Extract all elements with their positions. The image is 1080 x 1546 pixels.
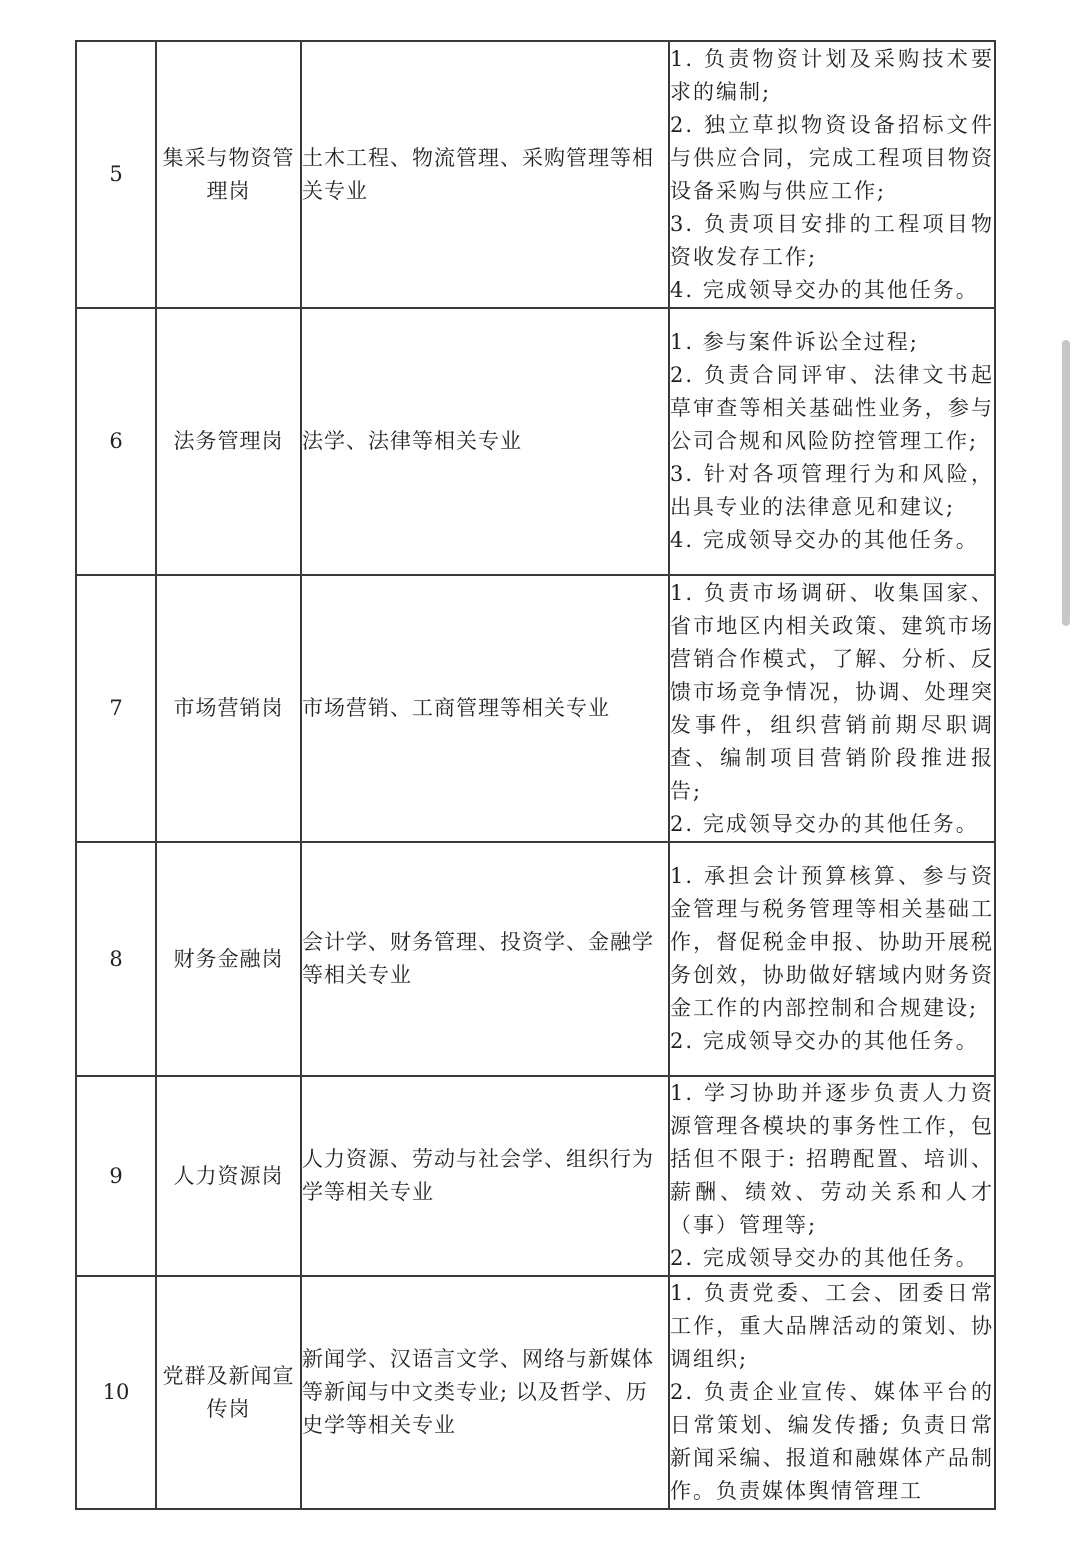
table-row — [76, 842, 995, 1076]
required-major: 市场营销、工商管理等相关专业 — [301, 575, 669, 842]
duty-item: 1. 参与案件诉讼全过程; — [670, 330, 919, 354]
job-positions-table — [75, 40, 996, 1510]
duty-item: 4. 完成领导交办的其他任务。 — [670, 277, 979, 302]
duty-item: 3. 针对各项管理行为和风险，出具专业的法律意见和建议; — [670, 462, 994, 519]
table-row — [76, 575, 995, 842]
table-row — [76, 1076, 995, 1276]
row-number: 7 — [76, 575, 156, 842]
row-number: 6 — [76, 308, 156, 575]
duty-item: 4. 完成领导交办的其他任务。 — [670, 528, 979, 552]
duty-item: 1. 承担会计预算核算、参与资金管理与税务管理等相关基础工作，督促税金申报、协助开展税务创效，协助做好辖域内财务资金工作的内部控制和合规建设; — [670, 864, 994, 1020]
table-row — [76, 1276, 995, 1509]
duty-item: 3. 负责项目安排的工程项目物资收发存工作; — [670, 211, 994, 269]
position-title: 党群及新闻宣传岗 — [156, 1276, 301, 1509]
duty-item: 2. 负责合同评审、法律文书起草审查等相关基础性业务，参与公司合规和风险防控管理工作; — [670, 363, 994, 453]
job-duties — [669, 575, 995, 842]
position-title: 法务管理岗 — [156, 308, 301, 575]
position-title: 财务金融岗 — [156, 842, 301, 1076]
scrollbar-thumb[interactable] — [1062, 340, 1070, 626]
duty-item: 1. 学习协助并逐步负责人力资源管理各模块的事务性工作，包括但不限于: 招聘配置、培训、薪酬、绩效、劳动关系和人才（事）管理等; — [670, 1081, 994, 1237]
required-major: 新闻学、汉语言文学、网络与新媒体等新闻与中文类专业; 以及哲学、历史学等相关专业 — [301, 1276, 669, 1509]
required-major: 土木工程、物流管理、采购管理等相关专业 — [301, 41, 669, 308]
job-duties — [669, 41, 995, 308]
duty-item: 2. 独立草拟物资设备招标文件与供应合同，完成工程项目物资设备采购与供应工作; — [670, 112, 994, 203]
table-row — [76, 41, 995, 308]
job-duties — [669, 1276, 995, 1509]
table-row — [76, 308, 995, 575]
required-major: 会计学、财务管理、投资学、金融学等相关专业 — [301, 842, 669, 1076]
duty-item: 2. 完成领导交办的其他任务。 — [670, 1029, 979, 1053]
row-number: 10 — [76, 1276, 156, 1509]
job-duties — [669, 842, 995, 1076]
duty-item: 2. 完成领导交办的其他任务。 — [670, 1246, 979, 1270]
position-title: 集采与物资管理岗 — [156, 41, 301, 308]
row-number: 8 — [76, 842, 156, 1076]
duty-item: 2. 完成领导交办的其他任务。 — [670, 811, 979, 836]
duty-item: 1. 负责党委、工会、团委日常工作，重大品牌活动的策划、协调组织; — [670, 1281, 994, 1371]
position-title: 市场营销岗 — [156, 575, 301, 842]
required-major: 法学、法律等相关专业 — [301, 308, 669, 575]
duty-item: 2. 负责企业宣传、媒体平台的日常策划、编发传播; 负责日常新闻采编、报道和融媒体产品制作。负责媒体舆情管理工 — [670, 1380, 994, 1503]
job-duties — [669, 1076, 995, 1276]
job-duties — [669, 308, 995, 575]
row-number: 9 — [76, 1076, 156, 1276]
row-number: 5 — [76, 41, 156, 308]
required-major: 人力资源、劳动与社会学、组织行为学等相关专业 — [301, 1076, 669, 1276]
duty-item: 1. 负责市场调研、收集国家、省市地区内相关政策、建筑市场营销合作模式，了解、分析、反馈市场竞争情况，协调、处理突发事件，组织营销前期尽职调查、编制项目营销阶段推进报告; — [670, 580, 994, 803]
position-title: 人力资源岗 — [156, 1076, 301, 1276]
duty-item: 1. 负责物资计划及采购技术要求的编制; — [670, 46, 994, 104]
